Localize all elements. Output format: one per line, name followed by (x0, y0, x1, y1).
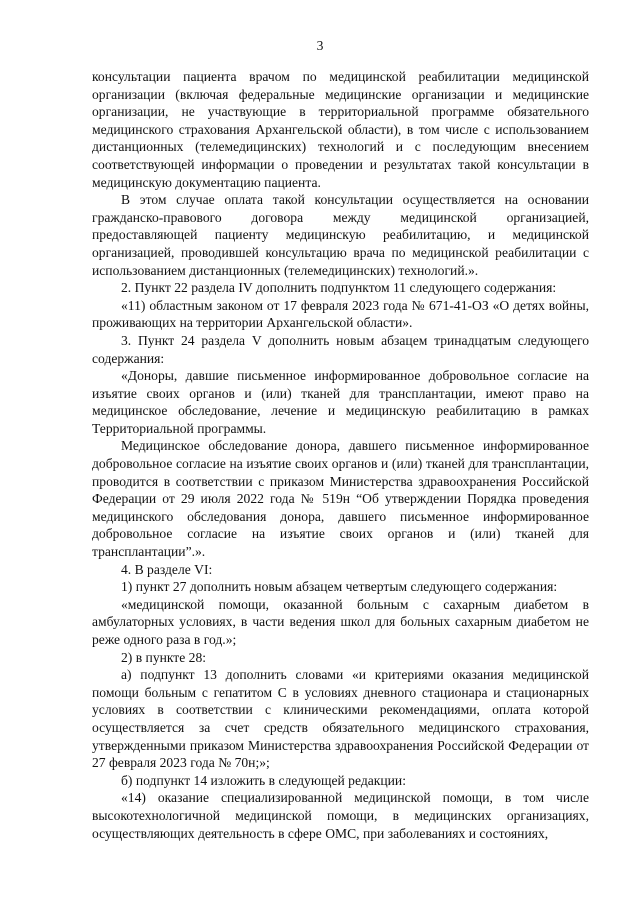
page-number: 3 (316, 38, 324, 53)
document-body (92, 68, 589, 842)
paragraph-continuation: консультации пациента врачом по медицинской реабилитации медицинской организации (включая федеральные медицинские организации и медицинские организации, не участвующие в территориальной программе обязательного медицинского страхования Архангельской области), в том числе с использованием дистанционных (телемедицинских) технологий и с последующим внесением соответствующей информации о проведении и результатах такой консультации в медицинскую документацию пациента. (92, 69, 589, 190)
paragraph-item-4-2-b: б) подпункт 14 изложить в следующей редакции: (121, 772, 406, 788)
paragraph-item-4-1: 1) пункт 27 дополнить новым абзацем четвертым следующего содержания: (121, 579, 558, 595)
paragraph-item-4-2-b-text: «14) оказание специализированной медицинской помощи, в том числе высокотехнологичной медицинской помощи, в медицинских организациях, осуществляющих деятельность в сфере ОМС, при заболеваниях и состояниях, (92, 790, 589, 841)
paragraph-item-3-donors: «Доноры, давшие письменное информированное добровольное согласие на изъятие своих органов и (или) тканей для трансплантации, имеют право на медицинское обследование, лечение и медицинскую реабилитацию в рамках Территориальной программы. (92, 368, 589, 436)
paragraph-item-4-2: 2) в пункте 28: (121, 649, 207, 665)
paragraph-item-3-examination: Медицинское обследование донора, давшего письменное информированное добровольное согласие на изъятие своих органов и (или) тканей для трансплантации, проводится в соответствии с приказом Министерства здравоохранения Российской Федерации от 29 июля 2022 года № 519н “Об утверждении Порядка проведения медицинского обследования донора, давшего письменное информированное добровольное согласие на изъятие своих органов и (или) тканей для трансплантации”.». (92, 438, 589, 560)
paragraph-item-4-2-a: а) подпункт 13 дополнить словами «и критериями оказания медицинской помощи больным с гепатитом С в условиях дневного стационара и стационарных условиях в соответствии с клиническими рекомендациями, оплата которой осуществляется за счет средств обязательного медицинского страхования, утвержденными приказом Министерства здравоохранения Российской Федерации от 27 февраля 2023 года № 70н;»; (92, 667, 589, 771)
paragraph-item-2: 2. Пункт 22 раздела IV дополнить подпунктом 11 следующего содержания: (121, 280, 557, 296)
paragraph-item-4: 4. В разделе VI: (121, 561, 213, 577)
paragraph-item-3: 3. Пункт 24 раздела V дополнить новым абзацем тринадцатым следующего содержания: (92, 332, 589, 366)
paragraph-item-2-text: «11) областным законом от 17 февраля 2023 года № 671-41-ОЗ «О детях войны, проживающих на территории Архангельской области». (92, 297, 589, 331)
paragraph-payment-basis: В этом случае оплата такой консультации осуществляется на основании гражданско-правового договора между медицинской организацией, предоставляющей пациенту медицинскую реабилитацию, и медицинской организацией, проводившей консультацию врача по медицинской реабилитации с использованием дистанционных (телемедицинских) технологий.». (92, 192, 589, 278)
paragraph-item-4-1-text: «медицинской помощи, оказанной больным с сахарным диабетом в амбулаторных условиях, в части ведения школ для больных сахарным диабетом не реже одного раза в год.»; (92, 596, 589, 647)
